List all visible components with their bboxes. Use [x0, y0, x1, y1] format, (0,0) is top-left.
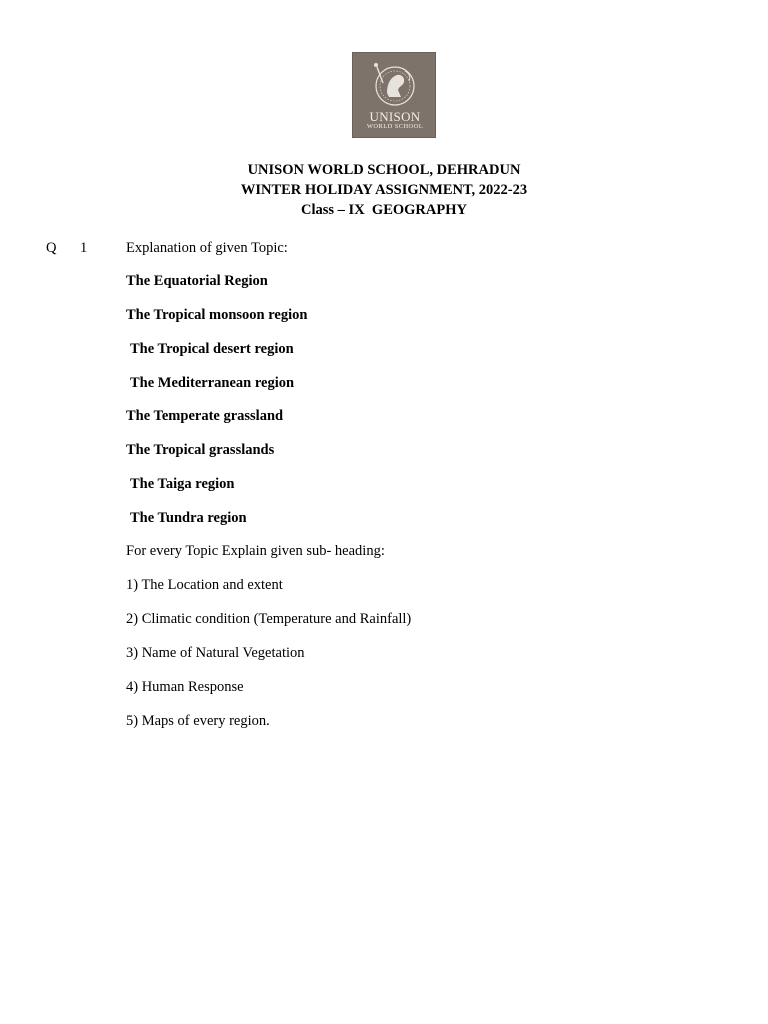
logo-subname: WORLD SCHOOL: [366, 123, 424, 130]
class-subject: Class – IX GEOGRAPHY: [301, 202, 467, 218]
topic-item: The Tropical desert region: [130, 341, 294, 357]
topic-item: The Equatorial Region: [126, 273, 268, 289]
document-header: [0, 160, 768, 220]
question-letter: Q: [46, 240, 57, 256]
topic-item: The Tundra region: [130, 510, 247, 526]
topic-item: The Mediterranean region: [130, 375, 295, 391]
subheading-item: 1) The Location and extent: [126, 577, 283, 593]
assignment-title: WINTER HOLIDAY ASSIGNMENT, 2022-23: [240, 182, 528, 198]
subheading-item: 5) Maps of every region.: [126, 713, 270, 729]
subheading-item: 3) Name of Natural Vegetation: [126, 645, 305, 661]
logo-name: UNISON: [369, 109, 421, 124]
topic-item: The Tropical monsoon region: [126, 307, 308, 323]
topic-item: The Taiga region: [130, 476, 235, 492]
subheading-intro: For every Topic Explain given sub- heading:: [126, 543, 385, 559]
topic-item: The Temperate grassland: [126, 408, 284, 424]
subheading-item: 2) Climatic condition (Temperature and Rainfall): [126, 611, 412, 627]
school-title: UNISON WORLD SCHOOL, DEHRADUN: [247, 162, 521, 178]
subheading-item: 4) Human Response: [126, 679, 244, 695]
school-logo: [352, 52, 436, 138]
question-number: 1: [80, 240, 88, 256]
topic-item: The Tropical grasslands: [126, 442, 275, 458]
question-prompt: Explanation of given Topic:: [126, 240, 288, 256]
